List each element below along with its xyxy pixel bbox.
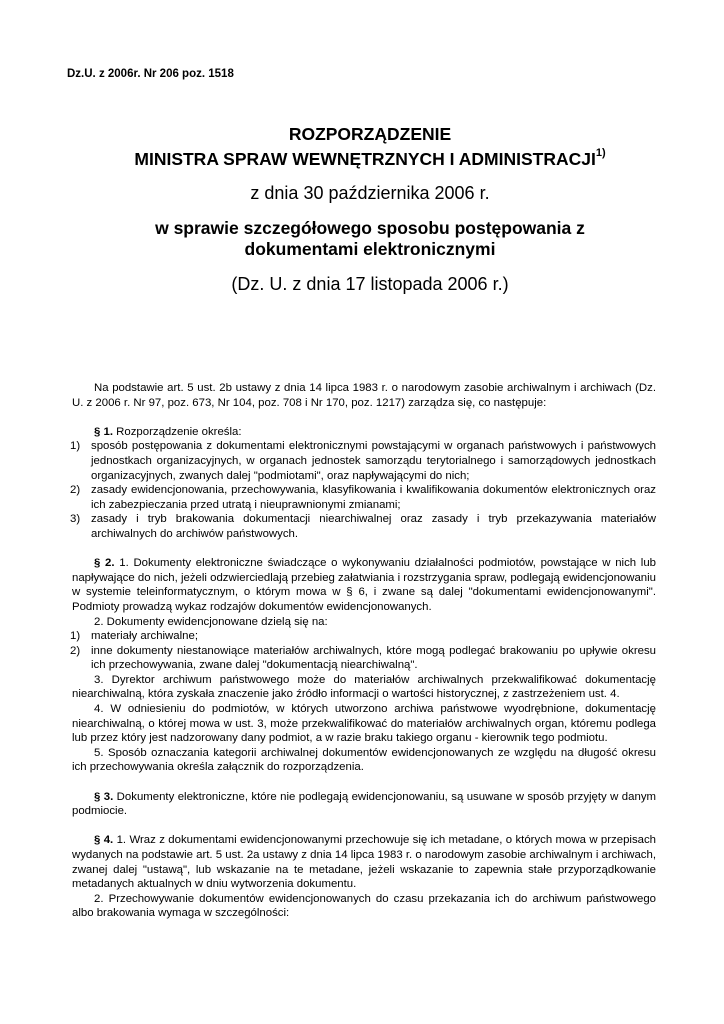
footnote-mark: 1) — [595, 147, 606, 159]
subject-line-2: dokumentami elektronicznymi — [244, 238, 496, 259]
list-number: 2) — [70, 484, 81, 497]
publication-info: (Dz. U. z dnia 17 listopada 2006 r.) — [231, 273, 509, 294]
list-number: 1) — [70, 440, 81, 453]
list-number: 3) — [70, 513, 81, 526]
list-number: 1) — [70, 630, 81, 643]
list-text: zasady ewidencjonowania, przechowywania, klasyfikowania i kwalifikowania dokumentów elektronicznych oraz ich zabezpieczania przed utratą i nieuprawnionymi zmianami; — [91, 484, 656, 511]
section-text: Dokumenty elektroniczne, które nie podlegają ewidencjonowaniu, są usuwane w sposób przyjęty w danym podmiocie. — [72, 790, 656, 818]
title-block — [60, 124, 680, 295]
section-4-paragraph-1 — [72, 833, 656, 891]
section-mark: § 1. — [94, 425, 113, 438]
list-item — [72, 629, 656, 644]
document-date: z dnia 30 października 2006 r. — [250, 182, 490, 203]
list-text: materiały archiwalne; — [91, 630, 198, 643]
list-text: inne dokumenty niestanowiące materiałów archiwalnych, które mogą podlegać brakowaniu po upływie okresu ich przechowywania, zwane dalej "dokumentacją niearchiwalną". — [91, 644, 656, 672]
section-mark: § 4. — [94, 834, 114, 847]
section-3 — [72, 790, 656, 819]
journal-reference: Dz.U. z 2006r. Nr 206 poz. 1518 — [67, 68, 234, 80]
list-number: 2) — [70, 644, 81, 657]
section-2-paragraph-2: 2. Dokumenty ewidencjonowane dzielą się na: — [94, 615, 328, 628]
list-item — [72, 483, 656, 512]
preamble: Na podstawie art. 5 ust. 2b ustawy z dnia 14 lipca 1983 r. o narodowym zasobie archiwalnym i archiwach (Dz. U. z 2006 r. Nr 97, poz. 673, Nr 104, poz. 708 i Nr 170, poz. 1217) zarządza się, co następuje: — [72, 382, 656, 409]
section-2-paragraph-1 — [72, 556, 656, 614]
issuing-authority — [60, 145, 680, 170]
document-subject — [60, 218, 680, 260]
authority-name: MINISTRA SPRAW WEWNĘTRZNYCH I ADMINISTRACJI — [134, 148, 596, 169]
list-item — [72, 644, 656, 673]
list-item — [72, 439, 656, 483]
section-mark: § 2. — [94, 557, 115, 570]
section-text: 1. Dokumenty elektroniczne świadczące o wykonywaniu działalności podmiotów, powstające w nich lub napływające do nich, jeżeli odzwierciedlają przebieg załatwiania i rozstrzygania spraw, podlegają ewidencjonowaniu w systemie teleinformatycznym, o którym mowa w § 6, i zwane są dalej "dokumentami ewidencjonowanymi". Podmioty prowadzą wykaz rodzajów dokumentów ewidencjonowanych. — [72, 557, 657, 613]
list-text: zasady i tryb brakowania dokumentacji niearchiwalnej oraz zasady i tryb przekazywania materiałów archiwalnych do archiwów państwowych. — [91, 513, 656, 540]
section-1-intro — [72, 425, 656, 440]
document-type: ROZPORZĄDZENIE — [288, 124, 452, 144]
subject-line-1: w sprawie szczegółowego sposobu postępowania z — [155, 217, 585, 238]
list-text: sposób postępowania z dokumentami elektronicznymi powstającymi w organach państwowych i państwowych jednostkach organizacyjnych, w organach jednostek samorządu terytorialnego i samorządowych jednostkach organizacyjnych, zwanych dalej "podmiotami", oraz napływającymi do nich; — [91, 440, 656, 482]
section-2-paragraph-3: 3. Dyrektor archiwum państwowego może do materiałów archiwalnych przekwalifikować dokumentację niearchiwalną, która zyskała znaczenie jako źródło informacji o wartości historycznej, z zastrzeżeniem ust. 4. — [72, 673, 656, 701]
section-text: Rozporządzenie określa: — [113, 425, 242, 438]
section-mark: § 3. — [94, 790, 114, 803]
section-2-paragraph-4: 4. W odniesieniu do podmiotów, w których utworzono archiwa państwowe wyodrębnione, dokumentację niearchiwalną, o której mowa w ust. 3, może przekwalifikować do materiałów archiwalnych organ, któremu podlega lub przez który jest nadzorowany dany podmiot, a w razie braku takiego organu - kierownik tego podmiotu. — [72, 703, 656, 745]
section-2-paragraph-5: 5. Sposób oznaczania kategorii archiwalnej dokumentów ewidencjonowanych ze względu na długość okresu ich przechowywania określa załącznik do rozporządzenia. — [72, 746, 656, 774]
document-body — [72, 381, 656, 921]
list-item — [72, 512, 656, 541]
section-4-paragraph-2: 2. Przechowywanie dokumentów ewidencjonowanych do czasu przekazania ich do archiwum państwowego albo brakowania wymaga w szczególności: — [72, 892, 656, 920]
section-text: 1. Wraz z dokumentami ewidencjonowanymi przechowuje się ich metadane, o których mowa w przepisach wydanych na podstawie art. 5 ust. 2a ustawy z dnia 14 lipca 1983 r. o narodowym zasobie archiwalnym i archiwach, zwanej dalej "ustawą", lub wskazanie na te metadane, jeżeli wskazanie to zapewnia stałe przyporządkowanie metadanych aktualnych w dniu wytworzenia dokumentu. — [72, 834, 657, 891]
